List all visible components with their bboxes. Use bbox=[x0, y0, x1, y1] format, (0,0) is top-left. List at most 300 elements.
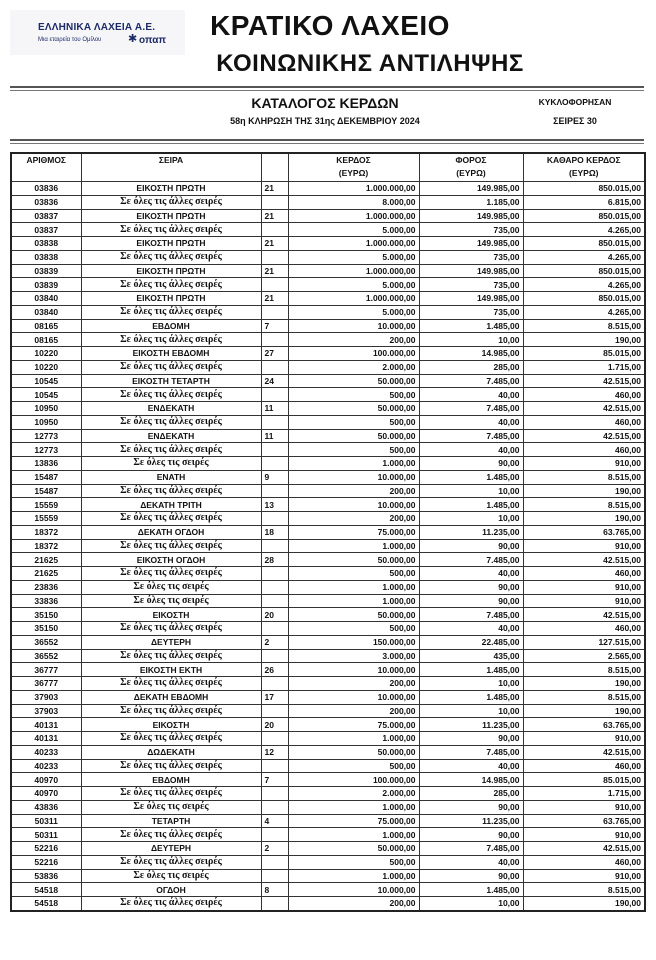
column-header-series-label: ΣΕΙΡΑ bbox=[158, 155, 184, 165]
ticket-number: 10950 bbox=[11, 415, 81, 429]
prize-amount: 3.000,00 bbox=[288, 649, 419, 663]
series-ordinal: 21 bbox=[261, 264, 288, 278]
ticket-number: 40233 bbox=[11, 745, 81, 759]
tax-amount: 10,00 bbox=[419, 512, 523, 526]
series-name: Σε όλες τις σειρές bbox=[81, 869, 261, 883]
series-name: ΕΙΚΟΣΤΗ ΕΒΔΟΜΗ bbox=[81, 347, 261, 361]
series-ordinal: 11 bbox=[261, 402, 288, 416]
table-body bbox=[11, 182, 645, 911]
series-name: Σε όλες τις άλλες σειρές bbox=[81, 512, 261, 526]
table-row bbox=[11, 264, 645, 278]
tax-amount: 40,00 bbox=[419, 855, 523, 869]
series-ordinal: 13 bbox=[261, 498, 288, 512]
series-name: ΕΙΚΟΣΤΗ ΠΡΩΤΗ bbox=[81, 237, 261, 251]
net-prize-amount: 850.015,00 bbox=[523, 182, 645, 196]
prize-amount: 50.000,00 bbox=[288, 374, 419, 388]
net-prize-amount: 190,00 bbox=[523, 677, 645, 691]
prize-amount: 1.000,00 bbox=[288, 732, 419, 746]
table-row bbox=[11, 237, 645, 251]
series-ordinal bbox=[261, 677, 288, 691]
table-row bbox=[11, 319, 645, 333]
series-ordinal bbox=[261, 622, 288, 636]
series-ordinal: 2 bbox=[261, 635, 288, 649]
table-row bbox=[11, 580, 645, 594]
prize-amount: 1.000,00 bbox=[288, 594, 419, 608]
prize-amount: 150.000,00 bbox=[288, 635, 419, 649]
table-row bbox=[11, 347, 645, 361]
net-prize-amount: 8.515,00 bbox=[523, 663, 645, 677]
net-prize-amount: 42.515,00 bbox=[523, 745, 645, 759]
ticket-number: 40970 bbox=[11, 787, 81, 801]
prize-amount: 5.000,00 bbox=[288, 250, 419, 264]
tax-amount: 11.235,00 bbox=[419, 814, 523, 828]
ticket-number: 18372 bbox=[11, 539, 81, 553]
series-name: ΕΙΚΟΣΤΗ ΠΡΩΤΗ bbox=[81, 264, 261, 278]
ticket-number: 10545 bbox=[11, 388, 81, 402]
net-prize-amount: 850.015,00 bbox=[523, 264, 645, 278]
prize-amount: 1.000.000,00 bbox=[288, 292, 419, 306]
table-row bbox=[11, 718, 645, 732]
table-row bbox=[11, 195, 645, 209]
table-row bbox=[11, 897, 645, 911]
table-row bbox=[11, 622, 645, 636]
table-row bbox=[11, 512, 645, 526]
series-name: ΔΩΔΕΚΑΤΗ bbox=[81, 745, 261, 759]
net-prize-amount: 460,00 bbox=[523, 415, 645, 429]
column-header-prize bbox=[288, 153, 419, 182]
ticket-number: 53836 bbox=[11, 869, 81, 883]
series-name: Σε όλες τις άλλες σειρές bbox=[81, 223, 261, 237]
prize-amount: 50.000,00 bbox=[288, 842, 419, 856]
series-ordinal: 7 bbox=[261, 319, 288, 333]
tax-amount: 735,00 bbox=[419, 250, 523, 264]
table-row bbox=[11, 787, 645, 801]
prize-amount: 100.000,00 bbox=[288, 773, 419, 787]
series-name: Σε όλες τις σειρές bbox=[81, 580, 261, 594]
ticket-number: 50311 bbox=[11, 828, 81, 842]
ticket-number: 08165 bbox=[11, 319, 81, 333]
net-prize-amount: 910,00 bbox=[523, 580, 645, 594]
tax-amount: 149.985,00 bbox=[419, 209, 523, 223]
prize-amount: 10.000,00 bbox=[288, 690, 419, 704]
net-prize-amount: 910,00 bbox=[523, 594, 645, 608]
table-row bbox=[11, 333, 645, 347]
tax-amount: 90,00 bbox=[419, 457, 523, 471]
series-name: ΕΒΔΟΜΗ bbox=[81, 773, 261, 787]
prize-amount: 10.000,00 bbox=[288, 498, 419, 512]
table-row bbox=[11, 443, 645, 457]
series-ordinal bbox=[261, 195, 288, 209]
prize-amount: 500,00 bbox=[288, 415, 419, 429]
tax-amount: 7.485,00 bbox=[419, 402, 523, 416]
series-ordinal: 11 bbox=[261, 429, 288, 443]
series-ordinal bbox=[261, 594, 288, 608]
prize-amount: 1.000.000,00 bbox=[288, 264, 419, 278]
series-name: Σε όλες τις σειρές bbox=[81, 800, 261, 814]
tax-amount: 7.485,00 bbox=[419, 608, 523, 622]
ticket-number: 40131 bbox=[11, 732, 81, 746]
tax-amount: 735,00 bbox=[419, 278, 523, 292]
net-prize-amount: 63.765,00 bbox=[523, 814, 645, 828]
net-prize-amount: 127.515,00 bbox=[523, 635, 645, 649]
series-name: Σε όλες τις άλλες σειρές bbox=[81, 415, 261, 429]
prize-amount: 10.000,00 bbox=[288, 663, 419, 677]
series-ordinal: 17 bbox=[261, 690, 288, 704]
table-row bbox=[11, 635, 645, 649]
prize-amount: 10.000,00 bbox=[288, 319, 419, 333]
series-ordinal bbox=[261, 828, 288, 842]
table-row bbox=[11, 869, 645, 883]
table-row bbox=[11, 690, 645, 704]
tax-amount: 10,00 bbox=[419, 333, 523, 347]
series-name: Σε όλες τις άλλες σειρές bbox=[81, 622, 261, 636]
ticket-number: 15559 bbox=[11, 498, 81, 512]
ticket-number: 12773 bbox=[11, 429, 81, 443]
net-prize-amount: 190,00 bbox=[523, 512, 645, 526]
net-prize-amount: 190,00 bbox=[523, 484, 645, 498]
series-ordinal bbox=[261, 704, 288, 718]
table-row bbox=[11, 732, 645, 746]
logo-tagline: Μια εταιρεία του Ομίλου bbox=[38, 37, 102, 43]
series-ordinal bbox=[261, 250, 288, 264]
tax-amount: 11.235,00 bbox=[419, 718, 523, 732]
table-row bbox=[11, 457, 645, 471]
prize-amount: 75.000,00 bbox=[288, 718, 419, 732]
tax-amount: 22.485,00 bbox=[419, 635, 523, 649]
opap-star-icon: ✱ bbox=[128, 33, 138, 45]
table-row bbox=[11, 415, 645, 429]
prize-amount: 1.000,00 bbox=[288, 539, 419, 553]
series-name: Σε όλες τις άλλες σειρές bbox=[81, 305, 261, 319]
table-row bbox=[11, 278, 645, 292]
series-ordinal bbox=[261, 278, 288, 292]
column-header-net-label: ΚΑΘΑΡΟ ΚΕΡΔΟΣ bbox=[546, 155, 621, 165]
series-name: ΕΙΚΟΣΤΗ ΤΕΤΑΡΤΗ bbox=[81, 374, 261, 388]
table-row bbox=[11, 388, 645, 402]
column-header-tax-label: ΦΟΡΟΣ bbox=[455, 155, 487, 165]
column-header-number-label: ΑΡΙΘΜΟΣ bbox=[26, 155, 67, 165]
series-name: Σε όλες τις άλλες σειρές bbox=[81, 567, 261, 581]
net-prize-amount: 4.265,00 bbox=[523, 305, 645, 319]
net-prize-amount: 190,00 bbox=[523, 333, 645, 347]
tax-amount: 40,00 bbox=[419, 443, 523, 457]
ticket-number: 35150 bbox=[11, 608, 81, 622]
prize-amount: 1.000,00 bbox=[288, 580, 419, 594]
series-ordinal bbox=[261, 333, 288, 347]
series-ordinal: 8 bbox=[261, 883, 288, 897]
column-header-tax bbox=[419, 153, 523, 182]
net-prize-amount: 1.715,00 bbox=[523, 787, 645, 801]
prize-amount: 200,00 bbox=[288, 484, 419, 498]
tax-amount: 10,00 bbox=[419, 704, 523, 718]
series-name: ΕΝΔΕΚΑΤΗ bbox=[81, 429, 261, 443]
table-row bbox=[11, 250, 645, 264]
series-name: Σε όλες τις άλλες σειρές bbox=[81, 388, 261, 402]
series-name: Σε όλες τις άλλες σειρές bbox=[81, 195, 261, 209]
table-row bbox=[11, 223, 645, 237]
net-prize-amount: 8.515,00 bbox=[523, 470, 645, 484]
table-row bbox=[11, 209, 645, 223]
series-ordinal bbox=[261, 869, 288, 883]
series-name: ΕΙΚΟΣΤΗ ΟΓΔΟΗ bbox=[81, 553, 261, 567]
net-prize-amount: 8.515,00 bbox=[523, 498, 645, 512]
tax-amount: 285,00 bbox=[419, 787, 523, 801]
series-name: ΕΙΚΟΣΤΗ ΕΚΤΗ bbox=[81, 663, 261, 677]
table-row bbox=[11, 305, 645, 319]
tax-amount: 40,00 bbox=[419, 415, 523, 429]
series-name: Σε όλες τις άλλες σειρές bbox=[81, 443, 261, 457]
series-ordinal bbox=[261, 360, 288, 374]
column-header-number bbox=[11, 153, 81, 182]
net-prize-amount: 460,00 bbox=[523, 567, 645, 581]
ticket-number: 52216 bbox=[11, 842, 81, 856]
ticket-number: 23836 bbox=[11, 580, 81, 594]
ticket-number: 21625 bbox=[11, 567, 81, 581]
ticket-number: 37903 bbox=[11, 690, 81, 704]
prize-amount: 200,00 bbox=[288, 897, 419, 911]
series-ordinal: 7 bbox=[261, 773, 288, 787]
prize-amount: 10.000,00 bbox=[288, 470, 419, 484]
logo-brand: οπαπ bbox=[139, 35, 167, 46]
ticket-number: 13836 bbox=[11, 457, 81, 471]
column-header-net-unit: (ΕΥΡΩ) bbox=[569, 168, 599, 178]
draw-info: 58η ΚΛΗΡΩΣΗ ΤΗΣ 31ης ΔΕΚΕΜΒΡΙΟΥ 2024 bbox=[230, 116, 420, 126]
series-name: Σε όλες τις άλλες σειρές bbox=[81, 828, 261, 842]
tax-amount: 1.485,00 bbox=[419, 470, 523, 484]
ticket-number: 10950 bbox=[11, 402, 81, 416]
circulated-value: ΣΕΙΡΕΣ 30 bbox=[553, 116, 597, 126]
ticket-number: 03839 bbox=[11, 264, 81, 278]
column-header-prize-unit: (ΕΥΡΩ) bbox=[338, 168, 369, 178]
series-ordinal: 9 bbox=[261, 470, 288, 484]
series-ordinal bbox=[261, 897, 288, 911]
tax-amount: 90,00 bbox=[419, 869, 523, 883]
tax-amount: 7.485,00 bbox=[419, 374, 523, 388]
table-row bbox=[11, 745, 645, 759]
column-header-tax-unit: (ΕΥΡΩ) bbox=[456, 168, 486, 178]
ticket-number: 35150 bbox=[11, 622, 81, 636]
table-row bbox=[11, 484, 645, 498]
series-ordinal: 21 bbox=[261, 209, 288, 223]
series-ordinal bbox=[261, 567, 288, 581]
series-name: ΤΕΤΑΡΤΗ bbox=[81, 814, 261, 828]
ticket-number: 15559 bbox=[11, 512, 81, 526]
net-prize-amount: 910,00 bbox=[523, 539, 645, 553]
ticket-number: 12773 bbox=[11, 443, 81, 457]
prize-amount: 2.000,00 bbox=[288, 787, 419, 801]
net-prize-amount: 8.515,00 bbox=[523, 883, 645, 897]
ticket-number: 15487 bbox=[11, 470, 81, 484]
ticket-number: 03837 bbox=[11, 209, 81, 223]
prize-amount: 500,00 bbox=[288, 443, 419, 457]
series-name: Σε όλες τις άλλες σειρές bbox=[81, 278, 261, 292]
prize-amount: 1.000.000,00 bbox=[288, 209, 419, 223]
column-header-ordinal bbox=[261, 153, 288, 182]
tax-amount: 40,00 bbox=[419, 567, 523, 581]
net-prize-amount: 2.565,00 bbox=[523, 649, 645, 663]
series-name: ΔΕΚΑΤΗ ΟΓΔΟΗ bbox=[81, 525, 261, 539]
tax-amount: 40,00 bbox=[419, 388, 523, 402]
table-row bbox=[11, 182, 645, 196]
prize-amount: 1.000,00 bbox=[288, 457, 419, 471]
series-ordinal: 27 bbox=[261, 347, 288, 361]
series-ordinal bbox=[261, 484, 288, 498]
page-title: ΚΡΑΤΙΚΟ ΛΑΧΕΙΟ bbox=[210, 10, 450, 41]
net-prize-amount: 190,00 bbox=[523, 897, 645, 911]
prize-amount: 75.000,00 bbox=[288, 814, 419, 828]
table-row bbox=[11, 525, 645, 539]
ticket-number: 36777 bbox=[11, 663, 81, 677]
series-ordinal: 21 bbox=[261, 182, 288, 196]
tax-amount: 435,00 bbox=[419, 649, 523, 663]
tax-amount: 90,00 bbox=[419, 594, 523, 608]
ticket-number: 03840 bbox=[11, 305, 81, 319]
ticket-number: 54518 bbox=[11, 883, 81, 897]
ticket-number: 03840 bbox=[11, 292, 81, 306]
series-name: ΕΒΔΟΜΗ bbox=[81, 319, 261, 333]
net-prize-amount: 4.265,00 bbox=[523, 278, 645, 292]
table-row bbox=[11, 759, 645, 773]
tax-amount: 1.485,00 bbox=[419, 690, 523, 704]
prize-amount: 75.000,00 bbox=[288, 525, 419, 539]
prize-amount: 5.000,00 bbox=[288, 305, 419, 319]
table-row bbox=[11, 814, 645, 828]
divider-bottom bbox=[10, 139, 644, 144]
prize-amount: 1.000.000,00 bbox=[288, 182, 419, 196]
ticket-number: 15487 bbox=[11, 484, 81, 498]
tax-amount: 40,00 bbox=[419, 622, 523, 636]
tax-amount: 149.985,00 bbox=[419, 264, 523, 278]
tax-amount: 10,00 bbox=[419, 677, 523, 691]
table-row bbox=[11, 553, 645, 567]
prize-amount: 1.000.000,00 bbox=[288, 237, 419, 251]
prize-amount: 500,00 bbox=[288, 622, 419, 636]
net-prize-amount: 910,00 bbox=[523, 869, 645, 883]
series-name: Σε όλες τις άλλες σειρές bbox=[81, 787, 261, 801]
net-prize-amount: 6.815,00 bbox=[523, 195, 645, 209]
prize-amount: 500,00 bbox=[288, 759, 419, 773]
table-row bbox=[11, 677, 645, 691]
tax-amount: 40,00 bbox=[419, 759, 523, 773]
ticket-number: 08165 bbox=[11, 333, 81, 347]
table-row bbox=[11, 663, 645, 677]
prize-amount: 50.000,00 bbox=[288, 745, 419, 759]
series-name: ΟΓΔΟΗ bbox=[81, 883, 261, 897]
series-ordinal bbox=[261, 539, 288, 553]
net-prize-amount: 850.015,00 bbox=[523, 209, 645, 223]
net-prize-amount: 42.515,00 bbox=[523, 553, 645, 567]
net-prize-amount: 460,00 bbox=[523, 388, 645, 402]
tax-amount: 90,00 bbox=[419, 732, 523, 746]
table-row bbox=[11, 828, 645, 842]
table-row bbox=[11, 649, 645, 663]
table-row bbox=[11, 800, 645, 814]
table-row bbox=[11, 539, 645, 553]
series-ordinal: 4 bbox=[261, 814, 288, 828]
tax-amount: 285,00 bbox=[419, 360, 523, 374]
series-ordinal bbox=[261, 732, 288, 746]
prize-amount: 500,00 bbox=[288, 388, 419, 402]
series-ordinal bbox=[261, 580, 288, 594]
series-name: ΕΙΚΟΣΤΗ ΠΡΩΤΗ bbox=[81, 182, 261, 196]
series-name: Σε όλες τις σειρές bbox=[81, 594, 261, 608]
net-prize-amount: 910,00 bbox=[523, 828, 645, 842]
net-prize-amount: 42.515,00 bbox=[523, 402, 645, 416]
series-name: Σε όλες τις άλλες σειρές bbox=[81, 333, 261, 347]
table-row bbox=[11, 883, 645, 897]
series-ordinal bbox=[261, 443, 288, 457]
tax-amount: 1.485,00 bbox=[419, 663, 523, 677]
net-prize-amount: 850.015,00 bbox=[523, 237, 645, 251]
net-prize-amount: 910,00 bbox=[523, 457, 645, 471]
series-name: Σε όλες τις άλλες σειρές bbox=[81, 250, 261, 264]
tax-amount: 90,00 bbox=[419, 580, 523, 594]
net-prize-amount: 8.515,00 bbox=[523, 690, 645, 704]
series-name: Σε όλες τις άλλες σειρές bbox=[81, 360, 261, 374]
series-name: ΔΕΚΑΤΗ ΤΡΙΤΗ bbox=[81, 498, 261, 512]
table-row bbox=[11, 360, 645, 374]
series-ordinal bbox=[261, 855, 288, 869]
table-row bbox=[11, 470, 645, 484]
tax-amount: 1.185,00 bbox=[419, 195, 523, 209]
table-row bbox=[11, 567, 645, 581]
ticket-number: 40970 bbox=[11, 773, 81, 787]
series-name: Σε όλες τις άλλες σειρές bbox=[81, 677, 261, 691]
ticket-number: 37903 bbox=[11, 704, 81, 718]
prize-amount: 50.000,00 bbox=[288, 429, 419, 443]
ticket-number: 36777 bbox=[11, 677, 81, 691]
prize-amount: 500,00 bbox=[288, 855, 419, 869]
prize-amount: 50.000,00 bbox=[288, 402, 419, 416]
series-ordinal bbox=[261, 457, 288, 471]
table-row bbox=[11, 292, 645, 306]
ticket-number: 03838 bbox=[11, 237, 81, 251]
document-subtitle: ΚΑΤΑΛΟΓΟΣ ΚΕΡΔΩΝ bbox=[251, 95, 399, 111]
ticket-number: 10220 bbox=[11, 360, 81, 374]
tax-amount: 14.985,00 bbox=[419, 773, 523, 787]
table-header-row bbox=[11, 153, 645, 182]
net-prize-amount: 63.765,00 bbox=[523, 525, 645, 539]
tax-amount: 1.485,00 bbox=[419, 319, 523, 333]
table-row bbox=[11, 855, 645, 869]
net-prize-amount: 460,00 bbox=[523, 759, 645, 773]
divider-top bbox=[10, 86, 644, 91]
tax-amount: 1.485,00 bbox=[419, 883, 523, 897]
net-prize-amount: 85.015,00 bbox=[523, 347, 645, 361]
series-name: Σε όλες τις άλλες σειρές bbox=[81, 732, 261, 746]
net-prize-amount: 4.265,00 bbox=[523, 223, 645, 237]
ticket-number: 10545 bbox=[11, 374, 81, 388]
net-prize-amount: 42.515,00 bbox=[523, 608, 645, 622]
net-prize-amount: 42.515,00 bbox=[523, 429, 645, 443]
prize-amount: 8.000,00 bbox=[288, 195, 419, 209]
series-ordinal bbox=[261, 512, 288, 526]
series-name: Σε όλες τις άλλες σειρές bbox=[81, 897, 261, 911]
net-prize-amount: 4.265,00 bbox=[523, 250, 645, 264]
series-ordinal: 21 bbox=[261, 292, 288, 306]
series-ordinal: 21 bbox=[261, 237, 288, 251]
ticket-number: 52216 bbox=[11, 855, 81, 869]
series-ordinal: 20 bbox=[261, 718, 288, 732]
circulated-label: ΚΥΚΛΟΦΟΡΗΣΑΝ bbox=[538, 97, 612, 107]
ticket-number: 03838 bbox=[11, 250, 81, 264]
series-ordinal bbox=[261, 388, 288, 402]
ticket-number: 40131 bbox=[11, 718, 81, 732]
column-header-series bbox=[81, 153, 261, 182]
ticket-number: 03836 bbox=[11, 195, 81, 209]
ticket-number: 03836 bbox=[11, 182, 81, 196]
prize-amount: 50.000,00 bbox=[288, 608, 419, 622]
